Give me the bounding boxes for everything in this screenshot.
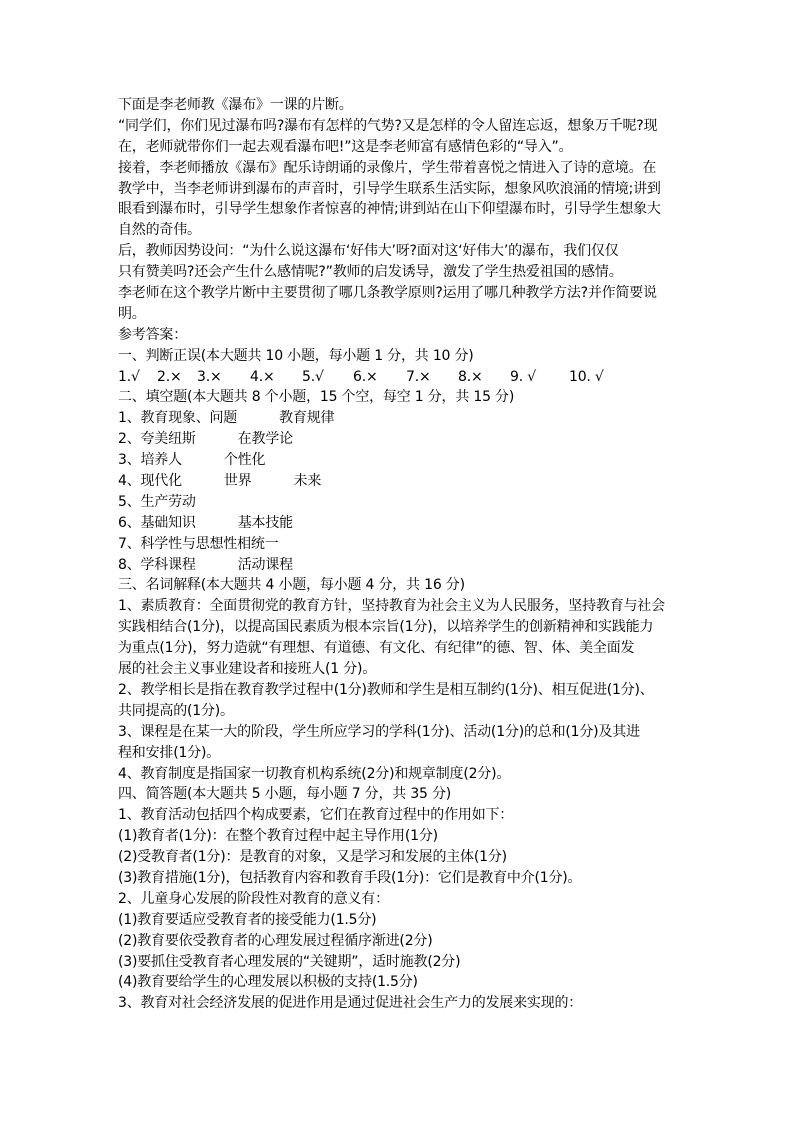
text-line: 4、教育制度是指国家一切教育机构系统(2分)和规章制度(2分)。 (118, 765, 511, 782)
answer-item: 9. √ (510, 368, 536, 385)
answer-item: 5.√ (302, 368, 324, 385)
text-line: (3)要抓住受教育者心理发展的“关键期”，适时施教(2分) (118, 953, 461, 970)
answer-item: 3.× (197, 368, 222, 385)
blank-answer: 在教学论 (237, 431, 293, 448)
blank-answer: 基本技能 (237, 514, 293, 531)
document-body (118, 95, 688, 1014)
list-item (118, 471, 688, 492)
list-item (118, 555, 688, 576)
answer-key-heading: 参考答案： (118, 326, 187, 343)
text-line: 1、教育活动包括四个构成要素，它们在教育过程中的作用如下： (118, 807, 514, 824)
answer-item: 8.× (458, 368, 483, 385)
text-line: 在，老师就带你们一起去观看瀑布吧!”这是李老师富有感情色彩的“导入”。 (118, 138, 573, 155)
answer-item: 10. √ (569, 368, 604, 385)
text-line: 2、儿童身心发展的阶段性对教育的意义有： (118, 890, 389, 907)
text-line: 2、教学相长是指在教育教学过程中(1分)教师和学生是相互制约(1分)、相互促进(1分)、 (118, 681, 654, 698)
text-line: 实践相结合(1分)，以提高国民素质为根本宗旨(1分)，以培养学生的创新精神和实践能力 (118, 619, 654, 636)
list-item (118, 408, 688, 429)
true-false-answers (118, 367, 688, 388)
blank-answer: 3、培养人 (118, 452, 182, 469)
text-line: (2)受教育者(1分)：是教育的对象，又是学习和发展的主体(1分) (118, 849, 507, 866)
list-item (118, 492, 688, 513)
text-line: 程和安排(1分)。 (118, 744, 221, 761)
answer-item: 1.√ (118, 368, 140, 385)
text-line: 3、教育对社会经济发展的促进作用是通过促进社会生产力的发展来实现的： (118, 995, 583, 1012)
blank-answer: 个性化 (223, 452, 266, 469)
case-passage (118, 95, 688, 346)
text-line: 李老师在这个教学片断中主要贯彻了哪几条教学原则?运用了哪几种教学方法?并作简要说 (118, 285, 657, 302)
text-line: 3、课程是在某一大的阶段，学生所应学习的学科(1分)、活动(1分)的总和(1分)及其进 (118, 723, 640, 740)
text-line: 自然的奇伟。 (118, 222, 201, 239)
section-title: 四、简答题(本大题共 5 小题，每小题 7 分，共 35 分) (118, 786, 452, 803)
text-line: 明。 (118, 305, 146, 322)
section-fill-blank (118, 387, 688, 575)
section-title: 三、名词解释(本大题共 4 小题，每小题 4 分，共 16 分) (118, 577, 465, 594)
answer-item: 7.× (406, 368, 431, 385)
text-line: 只有赞美吗?还会产生什么感情呢?”教师的启发诱导，激发了学生热爱祖国的感情。 (118, 264, 623, 281)
blank-answer: 未来 (293, 473, 322, 490)
text-line: (4)教育要给学生的心理发展以积极的支持(1.5分) (118, 974, 418, 991)
blank-answer: 8、学科课程 (118, 556, 196, 573)
section-title: 一、判断正误(本大题共 10 小题，每小题 1 分，共 10 分) (118, 347, 474, 364)
text-line: 共同提高的(1分)。 (118, 702, 234, 719)
blank-answer: 2、夸美纽斯 (118, 431, 196, 448)
list-item (118, 429, 688, 450)
text-line: 1、素质教育：全面贯彻党的教育方针，坚持教育为社会主义为人民服务，坚持教育与社会 (118, 598, 665, 615)
blank-answer: 教育规律 (279, 410, 335, 427)
answer-item: 6.× (353, 368, 378, 385)
text-line: 教学中，当李老师讲到瀑布的声音时，引导学生联系生活实际，想象风吹浪涌的情境;讲到 (118, 180, 661, 197)
blank-answer: 活动课程 (237, 556, 293, 573)
text-line: (3)教育措施(1分)，包括教育内容和教育手段(1分)：它们是教育中介(1分)。 (118, 869, 582, 886)
section-title: 二、填空题(本大题共 8 个小题，15 个空，每空 1 分，共 15 分) (118, 389, 515, 406)
text-line: “同学们，你们见过瀑布吗?瀑布有怎样的气势?又是怎样的令人留连忘返，想象万千呢?现 (118, 117, 658, 134)
section-term-explanation (118, 575, 688, 784)
blank-answer: 4、现代化 (118, 473, 182, 490)
blank-answer: 6、基础知识 (118, 514, 196, 531)
blank-answer: 5、生产劳动 (118, 493, 196, 510)
text-line: (1)教育者(1分)：在整个教育过程中起主导作用(1分) (118, 828, 438, 845)
text-line: 接着，李老师播放《瀑布》配乐诗朗诵的录像片，学生带着喜悦之情进入了诗的意境。在 (118, 159, 657, 176)
answer-item: 4.× (250, 368, 275, 385)
blank-answer: 7、科学性与思想性相统一 (118, 535, 279, 552)
text-line: 展的社会主义事业建设者和接班人(1 分)。 (118, 661, 377, 678)
list-item (118, 450, 688, 471)
section-true-false (118, 346, 688, 388)
list-item (118, 534, 688, 555)
text-line: 为重点(1分)，努力造就“有理想、有道德、有文化、有纪律”的德、智、体、美全面发 (118, 640, 635, 657)
text-line: 后，教师因势设问：“为什么说这瀑布‘好伟大’呀?面对这‘好伟大’的瀑布，我们仅仅 (118, 243, 619, 260)
text-line: (2)教育要依受教育者的心理发展过程循序渐进(2分) (118, 932, 433, 949)
text-line: 下面是李老师教《瀑布》一课的片断。 (118, 97, 353, 113)
text-line: (1)教育要适应受教育者的接受能力(1.5分) (118, 911, 377, 928)
section-short-answer (118, 784, 688, 1014)
text-line: 眼看到瀑布时，引导学生想象作者惊喜的神情;讲到站在山下仰望瀑布时，引导学生想象大 (118, 201, 661, 218)
blank-answer: 世界 (223, 473, 252, 490)
answer-item: 2.× (157, 368, 182, 385)
list-item (118, 513, 688, 534)
blank-answer: 1、教育现象、问题 (118, 410, 238, 427)
